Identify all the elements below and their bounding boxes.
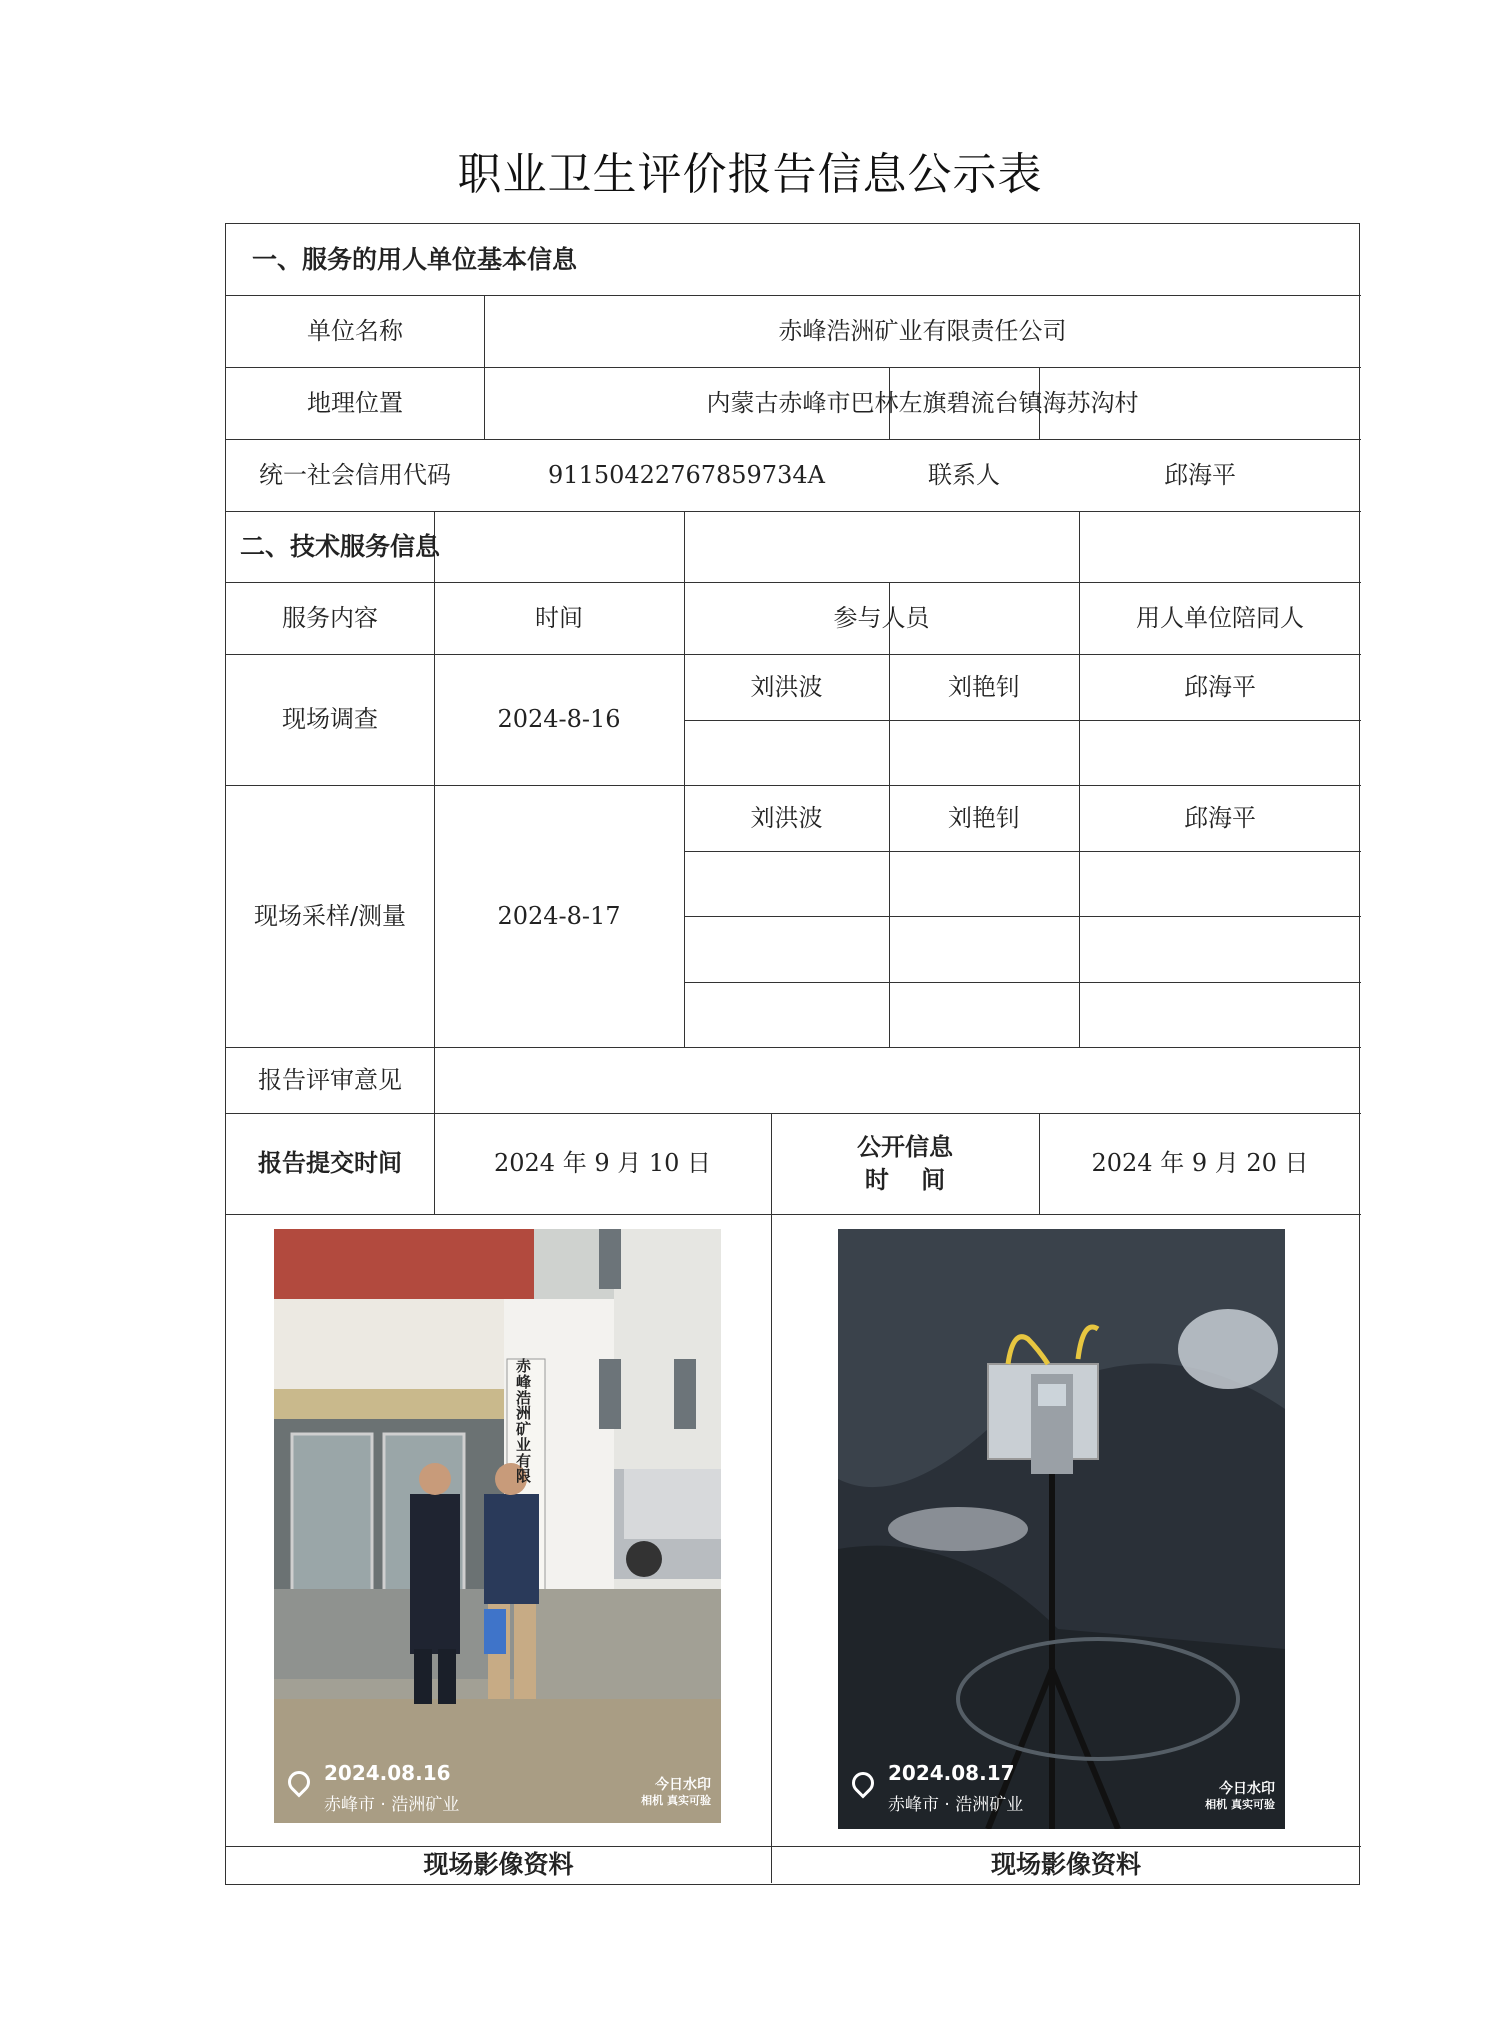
sampling-staff-1: 刘洪波	[750, 803, 823, 832]
sampling-escort: 邱海平	[1184, 803, 1256, 832]
section1-heading: 一、服务的用人单位基本信息	[252, 244, 578, 274]
header-content: 服务内容	[282, 603, 378, 632]
info-table	[225, 223, 1360, 1885]
photo-1-watermark	[601, 1777, 711, 1807]
public-label-line2: 时 间	[864, 1164, 946, 1194]
review-label: 报告评审意见	[258, 1065, 402, 1094]
location-value: 内蒙古赤峰市巴林左旗碧流台镇海苏沟村	[706, 388, 1139, 417]
survey-label: 现场调查	[282, 705, 378, 734]
photo-1-date: 2024.08.16	[324, 1761, 451, 1785]
unit-name-value: 赤峰浩洲矿业有限责任公司	[778, 316, 1067, 345]
building-photo-graphic	[274, 1229, 721, 1823]
header-escort: 用人单位陪同人	[1136, 603, 1304, 632]
signboard-text: 赤峰浩洲矿业有限	[516, 1357, 532, 1486]
photo-1-brand-sub: 相机 真实可验	[641, 1793, 711, 1807]
location-label: 地理位置	[307, 388, 403, 417]
photo-2-caption: 现场影像资料	[990, 1850, 1141, 1880]
header-staff: 参与人员	[833, 603, 930, 632]
survey-escort: 邱海平	[1184, 672, 1256, 701]
submit-label: 报告提交时间	[258, 1148, 402, 1178]
site-photo-2	[838, 1229, 1285, 1829]
contact-label: 联系人	[928, 460, 1000, 489]
section2-heading: 二、技术服务信息	[240, 531, 441, 561]
unit-name-label: 单位名称	[307, 316, 403, 345]
credit-code-label: 统一社会信用代码	[259, 460, 451, 489]
submit-date: 2024 年 9 月 10 日	[493, 1149, 712, 1178]
photo-2-date: 2024.08.17	[888, 1761, 1015, 1785]
survey-staff-1: 刘洪波	[750, 672, 823, 701]
survey-date: 2024-8-16	[497, 705, 621, 734]
sampling-date: 2024-8-17	[497, 901, 621, 930]
photo-2-location: 赤峰市 · 浩洲矿业	[888, 1795, 1024, 1815]
page-title: 职业卫生评价报告信息公示表	[457, 149, 1043, 200]
public-label-line1: 公开信息	[857, 1132, 953, 1162]
photo-2-watermark	[1165, 1781, 1275, 1811]
sampling-staff-2: 刘艳钊	[948, 803, 1020, 832]
mine-photo-graphic	[838, 1229, 1285, 1829]
public-label	[771, 1113, 1039, 1214]
photo-1-brand: 今日水印	[655, 1777, 711, 1793]
sampling-label: 现场采样/测量	[253, 901, 407, 930]
public-date: 2024 年 9 月 20 日	[1091, 1149, 1309, 1178]
credit-code-value: 91150422767859734A	[548, 460, 825, 489]
header-time: 时间	[535, 603, 583, 632]
survey-staff-2: 刘艳钊	[948, 672, 1020, 701]
site-photo-1	[274, 1229, 721, 1823]
photo-1-location: 赤峰市 · 浩洲矿业	[324, 1795, 460, 1815]
photo-2-brand-sub: 相机 真实可验	[1205, 1797, 1275, 1811]
photo-2-brand: 今日水印	[1219, 1781, 1275, 1797]
photo-1-caption: 现场影像资料	[423, 1850, 574, 1880]
contact-value: 邱海平	[1164, 460, 1236, 489]
